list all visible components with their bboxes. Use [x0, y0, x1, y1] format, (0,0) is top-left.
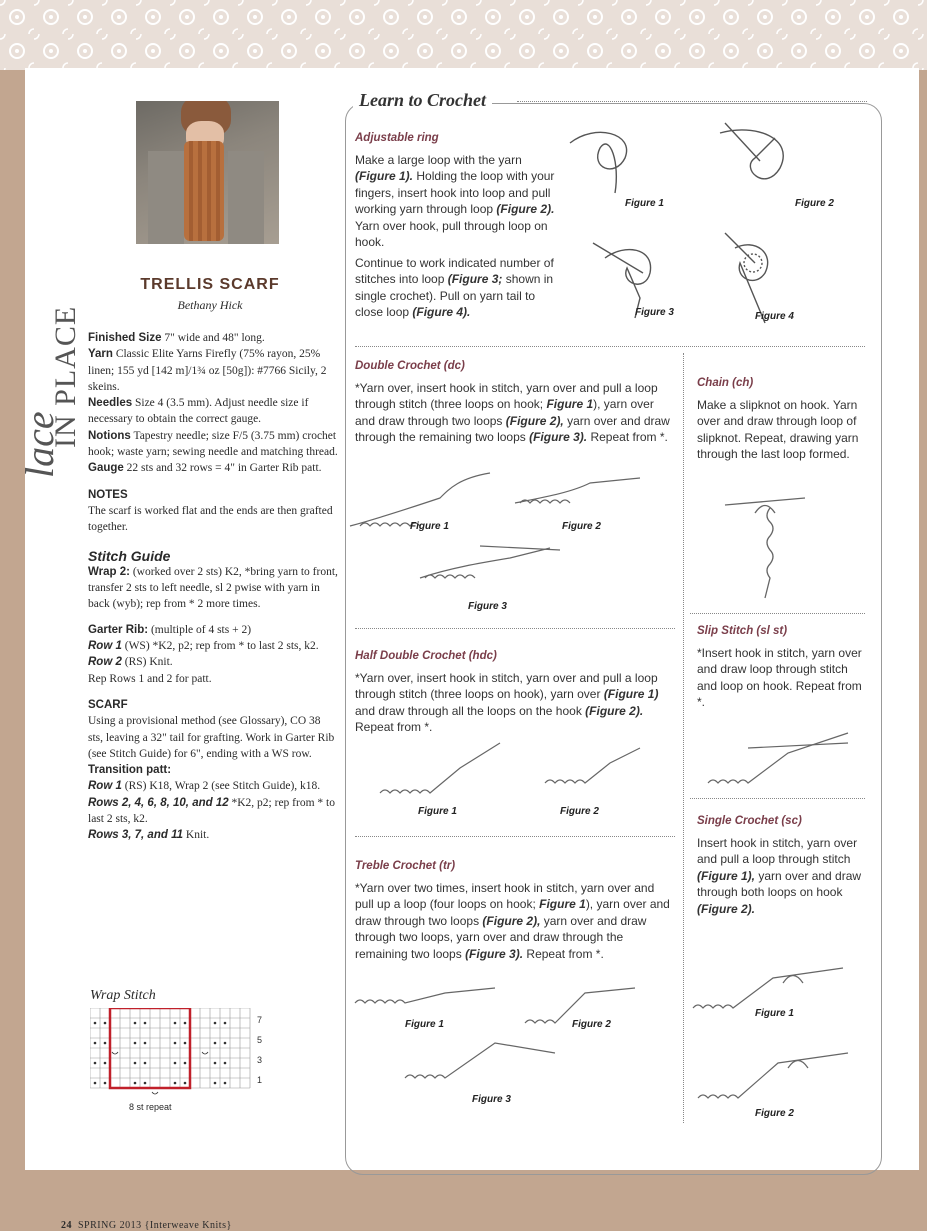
- single-crochet-illustrations: [693, 953, 853, 1103]
- wrap2-text: (worked over 2 sts) K2, *bring yarn to front, transfer 2 sts to left needle, sl 2 pwise with yarn in back (wyb); rep from * 2 more times.: [88, 565, 338, 611]
- slip-stitch-text: *Insert hook in stitch, yarn over and draw loop through stitch and loop on hook. Repeat from *.: [697, 645, 862, 709]
- scarf-knit-rows-text: Knit.: [185, 829, 210, 842]
- divider: [690, 613, 865, 614]
- tr-fig3-label: Figure 3: [472, 1094, 511, 1105]
- repeat-text: Rep Rows 1 and 2 for patt.: [88, 672, 212, 685]
- stitch-guide-heading: Stitch Guide: [88, 547, 171, 564]
- slip-stitch-illustration: [708, 728, 858, 788]
- slip-stitch-section: [697, 623, 862, 711]
- finished-size-label: Finished Size: [88, 332, 162, 344]
- tr-fig1-label: Figure 1: [405, 1019, 444, 1030]
- treble-heading: Treble Crochet (tr): [355, 860, 456, 872]
- section-title-script: lace: [17, 411, 62, 478]
- wrap2-label: Wrap 2:: [88, 565, 130, 578]
- adjustable-ring-illustrations: [565, 123, 865, 323]
- box-title: Learn to Crochet: [353, 90, 492, 111]
- section-title-caps: IN PLACE: [49, 305, 82, 448]
- notions-label: Notions: [88, 429, 131, 442]
- gauge-label: Gauge: [88, 462, 124, 475]
- adjustable-fig1-label: Figure 1: [625, 198, 664, 209]
- magazine-page: [17, 68, 919, 1231]
- scarf-knit-rows-label: Rows 3, 7, and 11: [88, 829, 184, 842]
- garter-rib-text: (multiple of 4 sts + 2): [150, 623, 252, 636]
- dc-fig2-label: Figure 2: [562, 521, 601, 532]
- transition-label: Transition patt:: [88, 764, 172, 777]
- divider: [355, 628, 675, 629]
- sc-fig1-label: Figure 1: [755, 1008, 794, 1019]
- chain-heading: Chain (ch): [697, 377, 754, 389]
- page-footer: [61, 1220, 232, 1231]
- chart-row-5: 5: [257, 1035, 263, 1045]
- hdc-heading: Half Double Crochet (hdc): [355, 650, 497, 662]
- chain-text: Make a slipknot on hook. Yarn over and draw through loop of slipknot. Repeat, drawing yarn through the last loop formed.: [697, 397, 859, 461]
- chain-section: [697, 375, 862, 463]
- wrap-stitch-chart: [90, 1008, 270, 1098]
- issue-label: SPRING 2013: [78, 1220, 142, 1231]
- page-number: 24: [61, 1220, 72, 1231]
- scarf-text: Using a provisional method (see Glossary), CO 38 sts, leaving a 32" tail for grafting. Work in Garter Rib (see Stitch Guide) for 6", ending with a WS row.: [88, 715, 335, 760]
- notes-text: The scarf is worked flat and the ends are then grafted together.: [88, 504, 333, 534]
- row1-label: Row 1: [88, 640, 122, 653]
- scarf-row1-label: Row 1: [88, 780, 122, 793]
- tr-fig2-label: Figure 2: [572, 1019, 611, 1030]
- adjustable-fig4-label: Figure 4: [755, 311, 794, 322]
- needles-label: Needles: [88, 397, 133, 410]
- yarn-label: Yarn: [88, 348, 113, 361]
- chart-title: Wrap Stitch: [90, 988, 156, 1003]
- single-crochet-section: Single Crochet (sc) Insert hook in stitch, yarn over and pull a loop through stitch (Figure 1), yarn over and draw through both loops on hook (Figure 2).: [697, 815, 862, 916]
- scarf-heading: SCARF: [88, 698, 128, 711]
- adjustable-fig3-label: Figure 3: [635, 307, 674, 318]
- column-divider: [683, 353, 684, 1123]
- scarf-photo: [136, 101, 279, 244]
- hdc-illustrations: [380, 738, 650, 798]
- chain-illustration: [725, 493, 825, 603]
- row1-text: (WS) *K2, p2; rep from * to last 2 sts, k2.: [124, 640, 319, 653]
- slip-stitch-heading: Slip Stitch (sl st): [697, 625, 788, 637]
- magazine-name: {Interweave Knits}: [144, 1220, 232, 1231]
- single-crochet-heading: Single Crochet (sc): [697, 815, 802, 827]
- scarf-row1-text: (RS) K18, Wrap 2 (see Stitch Guide), k18.: [124, 780, 321, 793]
- adjustable-fig2-label: Figure 2: [795, 198, 834, 209]
- gauge-value: 22 sts and 32 rows = 4" in Garter Rib patt.: [126, 462, 322, 475]
- double-crochet-illustrations: [350, 468, 670, 598]
- hdc-fig2-label: Figure 2: [560, 806, 599, 817]
- chart-row-7: 7: [257, 1015, 263, 1025]
- dc-fig3-label: Figure 3: [468, 601, 507, 612]
- chart-row-3: 3: [257, 1055, 263, 1065]
- needles-value: Size 4 (3.5 mm). Adjust needle size if necessary to obtain the correct gauge.: [88, 397, 309, 426]
- scarf-even-rows-text: *K2, p2; rep from * to last 2 sts, k2.: [88, 796, 335, 826]
- row2-text: (RS) Knit.: [124, 656, 173, 669]
- sc-fig2-label: Figure 2: [755, 1108, 794, 1119]
- box-title-rule: [517, 101, 867, 102]
- chart-repeat-label: 8 st repeat: [129, 1102, 172, 1112]
- treble-crochet-section: Treble Crochet (tr) *Yarn over two times, insert hook in stitch, yarn over and pull up a loop (four loops on hook; Figure 1), yarn over and draw through two loops (Figure 2), yarn over and draw through two loops, yarn over and draw through the remaining two loops (Figure 3). Repeat from *.: [355, 860, 670, 961]
- pattern-title: TRELLIS SCARF: [140, 276, 280, 293]
- row2-label: Row 2: [88, 656, 122, 669]
- divider: [355, 346, 865, 347]
- adjustable-ring-heading: Adjustable ring: [355, 132, 439, 144]
- chart-row-1: 1: [257, 1075, 263, 1085]
- adjustable-ring-section: Adjustable ring Make a large loop with the yarn (Figure 1). Holding the loop with your fingers, insert hook into loop and pull working yarn through loop (Figure 2). Yarn over hook, pull through loop on hook. Continue to work indicated number of stitches into loop (Figure 3; shown in single crochet). Pull on yarn tail to close loop (Figure 4).: [355, 130, 565, 321]
- half-double-crochet-section: Half Double Crochet (hdc) *Yarn over, insert hook in stitch, yarn over and pull a loop through stitch (three loops on hook), yarn over (Figure 1) and draw through all the loops on the hook (Figure 2). Repeat from *.: [355, 648, 670, 736]
- designer-name: Bethany Hick: [177, 298, 243, 312]
- scarf-even-rows-label: Rows 2, 4, 6, 8, 10, and 12: [88, 796, 229, 809]
- dc-fig1-label: Figure 1: [410, 521, 449, 532]
- lace-border-top: [0, 0, 927, 70]
- lace-pattern: [0, 0, 927, 70]
- double-crochet-section: Double Crochet (dc) *Yarn over, insert hook in stitch, yarn over and pull a loop through stitch (three loops on hook; Figure 1), yarn over and draw through two loops (Figure 2), yarn over and draw through the remaining two loops (Figure 3). Repeat from *.: [355, 360, 670, 444]
- hdc-fig1-label: Figure 1: [418, 806, 457, 817]
- notes-heading: NOTES: [88, 488, 128, 501]
- double-crochet-heading: Double Crochet (dc): [355, 360, 465, 372]
- garter-rib-label: Garter Rib:: [88, 623, 149, 636]
- divider: [690, 798, 865, 799]
- notions-value: Tapestry needle; size F/5 (3.75 mm) crochet hook; waste yarn; sewing needle and matching thread.: [88, 429, 338, 459]
- finished-size-value: 7" wide and 48" long.: [164, 332, 265, 344]
- pattern-instructions: [88, 330, 338, 844]
- divider: [355, 836, 675, 837]
- yarn-value: Classic Elite Yarns Firefly (75% rayon, 25% linen; 155 yd [142 m]/1¾ oz [50g]): #7766 Sicily, 2 skeins.: [88, 348, 327, 393]
